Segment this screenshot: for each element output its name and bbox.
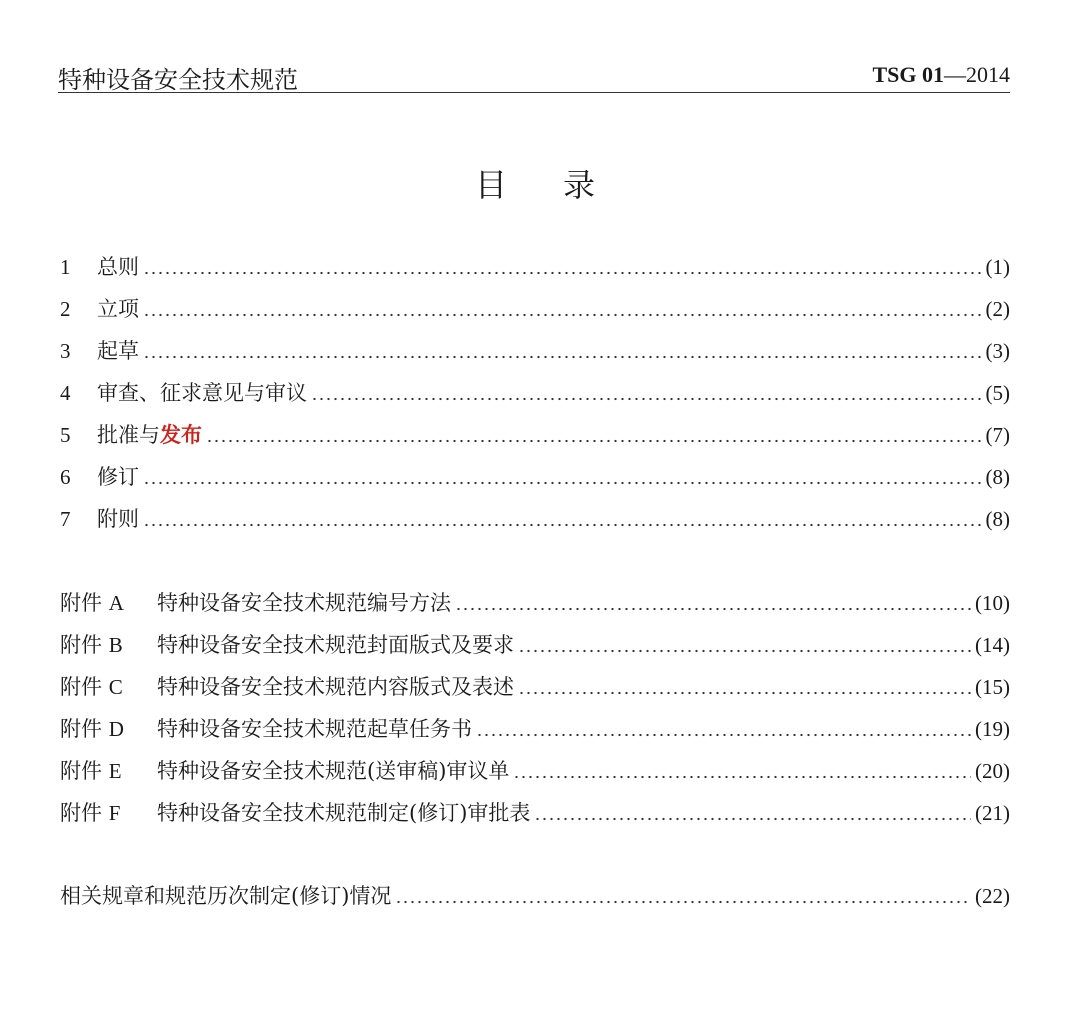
entry-label [97,504,139,534]
appendix-id [60,672,157,702]
appendix-letter: C [108,675,123,699]
leader-dots [143,504,982,534]
entry-label-text: 起草 [97,339,139,363]
chapter-number: 6 [60,465,71,489]
entry-label: 特种设备安全技术规范(送审稿)审议单 [157,759,510,783]
chapter-number: 2 [60,297,71,321]
toc-entry-appendix[interactable] [60,672,1010,702]
leader-dots [206,420,982,450]
toc-entry-related[interactable] [60,881,1010,911]
page-number: (15) [975,675,1010,699]
entry-label: 特种设备安全技术规范封面版式及要求 [157,633,514,657]
toc-entry-appendix[interactable] [60,630,1010,660]
entry-label-text: 批准与 [97,423,160,447]
leader-dots [143,252,982,282]
standard-code [872,62,1010,88]
toc-entry-appendix[interactable] [60,756,1010,786]
appendix-prefix: 附件 [60,801,102,825]
leader-dots [395,881,971,911]
code-bold: TSG 01 [872,62,944,87]
page-number: (5) [985,381,1010,405]
chapter-number: 1 [60,255,71,279]
appendix-prefix: 附件 [60,675,102,699]
toc-entry-chapter[interactable] [60,252,1010,282]
entry-label [97,462,139,492]
page-number: (21) [975,801,1010,825]
toc-entry-chapter[interactable] [60,378,1010,408]
page-number: (10) [975,591,1010,615]
leader-dots [311,378,982,408]
chapter-number: 5 [60,423,71,447]
entry-label: 特种设备安全技术规范制定(修订)审批表 [157,801,531,825]
running-header-title: 特种设备安全技术规范 [58,66,298,94]
appendix-letter: A [108,591,124,615]
appendix-letter: F [108,801,121,825]
code-year: —2014 [944,62,1010,87]
page-number: (3) [985,339,1010,363]
leader-dots [143,336,982,366]
appendix-id [60,588,157,618]
toc-entry-chapter[interactable] [60,294,1010,324]
leader-dots [518,672,971,702]
appendix-id [60,756,157,786]
chapter-number: 4 [60,381,71,405]
entry-label-highlight: 发布 [160,422,202,447]
page-number: (7) [985,423,1010,447]
appendix-prefix: 附件 [60,759,102,783]
appendix-prefix: 附件 [60,591,102,615]
page-number: (1) [985,255,1010,279]
entry-label [97,252,139,282]
page-number: (22) [975,884,1010,908]
toc-entry-appendix[interactable] [60,588,1010,618]
page-number: (2) [985,297,1010,321]
toc-entry-chapter[interactable] [60,336,1010,366]
entry-label [97,336,139,366]
appendix-id [60,630,157,660]
entry-label: 特种设备安全技术规范起草任务书 [157,717,472,741]
entry-label: 特种设备安全技术规范编号方法 [157,591,451,615]
leader-dots [534,798,971,828]
entry-label [97,294,139,324]
appendix-letter: B [108,633,123,657]
page-number: (20) [975,759,1010,783]
leader-dots [143,294,982,324]
toc-entry-chapter[interactable] [60,420,1010,450]
page-number: (8) [985,507,1010,531]
appendix-prefix: 附件 [60,633,102,657]
appendix-id [60,798,157,828]
leader-dots [455,588,971,618]
appendix-id [60,714,157,744]
toc-entry-appendix[interactable] [60,714,1010,744]
leader-dots [143,462,982,492]
toc-entry-appendix[interactable] [60,798,1010,828]
toc-entry-chapter[interactable] [60,462,1010,492]
chapter-number: 7 [60,507,71,531]
header-rule [58,92,1010,93]
leader-dots [476,714,971,744]
page-number: (19) [975,717,1010,741]
entry-label [97,378,307,408]
entry-label-text: 审查、征求意见与审议 [97,381,307,405]
page-number: (14) [975,633,1010,657]
page-number: (8) [985,465,1010,489]
entry-label-text: 立项 [97,297,139,321]
entry-label: 特种设备安全技术规范内容版式及表述 [157,675,514,699]
toc-entry-chapter[interactable] [60,504,1010,534]
leader-dots [518,630,971,660]
appendix-prefix: 附件 [60,717,102,741]
chapter-number: 3 [60,339,71,363]
entry-label-text: 附则 [97,507,139,531]
entry-label [97,420,202,450]
entry-label: 相关规章和规范历次制定(修订)情况 [60,884,392,908]
page-title: 目录 [474,166,651,204]
leader-dots [513,756,971,786]
entry-label-text: 总则 [97,255,139,279]
appendix-letter: E [108,759,122,783]
entry-label-text: 修订 [97,465,139,489]
appendix-letter: D [108,717,124,741]
